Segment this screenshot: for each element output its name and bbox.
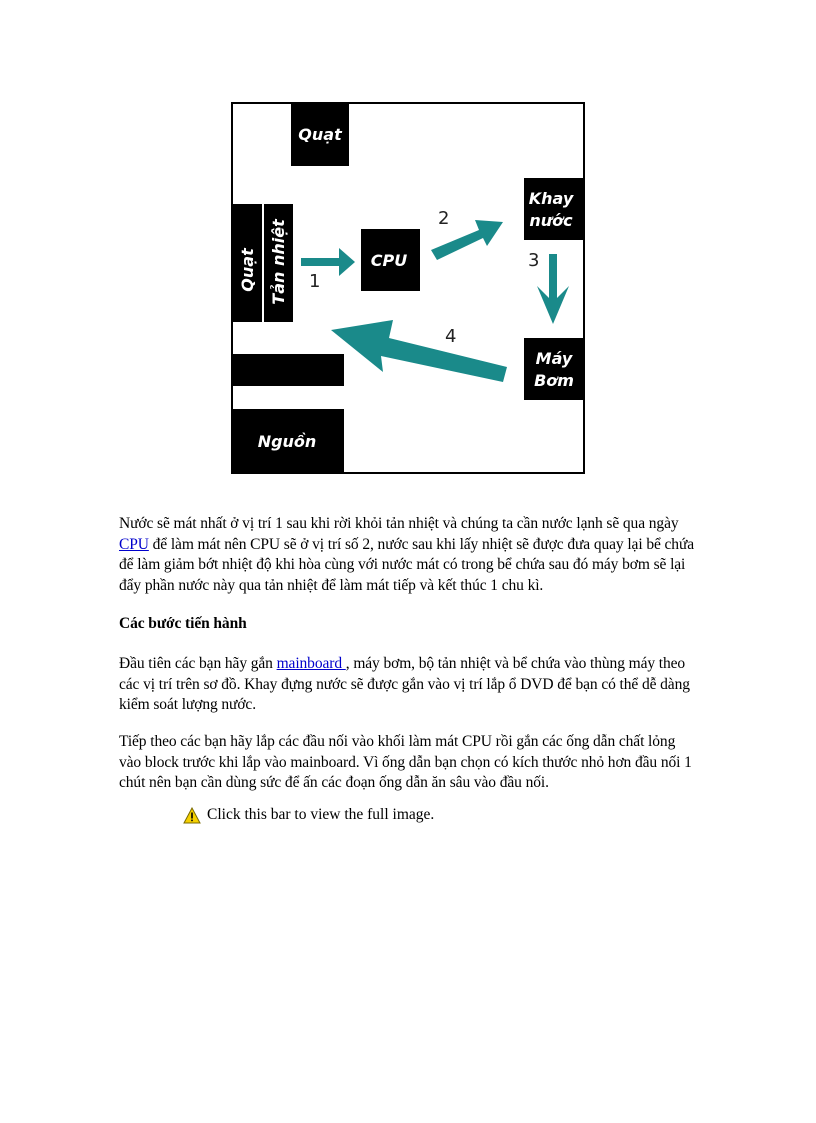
intro-text-2: để làm mát nên CPU sẽ ở vị trí số 2, nước sau khi lấy nhiệt sẽ được đưa quay lại bể chứa để làm giảm bớt nhiệt độ khi hòa cùng với nước mát có trong bể chứa sau đó máy bơm sẽ lại đẩy phần nước này qua tản nhiệt để làm mát tiếp và kết thúc 1 chu kì. [119,535,695,594]
heatsink-label: Tản nhiệt [269,219,288,305]
fan-top-label: Quạt [298,125,342,144]
pump-label-1: Máy [535,349,573,368]
fan-left-label: Quạt [238,248,257,292]
warning-icon [183,807,201,824]
psu-label: Nguồn [257,432,317,451]
step-2-label: 2 [438,208,450,229]
tray-label-2: nước [529,211,573,230]
intro-text-1: Nước sẽ mát nhất ở vị trí 1 sau khi rời khỏi tản nhiệt và chúng ta cần nước lạnh sẽ qua ngày [119,515,679,532]
cooling-diagram [231,102,585,474]
steps-heading: Các bước tiến hành [119,615,247,632]
step-4-label: 4 [445,326,457,347]
pump-label-2: Bơm [534,371,574,390]
step1-text-1: Đầu tiên các bạn hãy gắn [119,655,277,672]
step-3-label: 3 [528,250,540,271]
cooling-diagram-svg [231,102,585,474]
drive-bay-block [232,354,344,386]
view-full-image-text: Click this bar to view the full image. [207,806,435,823]
tray-label-1: Khay [528,189,574,208]
view-full-image-bar[interactable] [183,806,434,824]
step1-text-2: , máy bơm, bộ tản nhiệt và bể chứa vào thùng máy theo các vị trí trên sơ đồ. Khay đựng nước sẽ được gắn vào vị trí lắp ổ DVD để bạn có thể dễ dàng kiểm soát lượng nước. [119,655,690,713]
cpu-label: CPU [370,251,408,270]
step-1-label: 1 [309,271,321,292]
tray-block [524,178,584,240]
step1-paragraph [119,654,699,716]
pump-block [524,338,584,400]
cpu-link[interactable]: CPU [119,535,149,553]
intro-paragraph [119,514,699,596]
step2-paragraph: Tiếp theo các bạn hãy lắp các đầu nối vào khối làm mát CPU rồi gắn các ống dẫn chất lỏng vào block trước khi lắp vào mainboard. Vì ống dẫn bạn chọn có kích thước nhỏ hơn đầu nối 1 chút nên bạn cần dùng sức để ấn các đoạn ống dẫn ăn sâu vào đầu nối. [119,733,692,791]
mainboard-link[interactable]: mainboard [276,655,346,672]
